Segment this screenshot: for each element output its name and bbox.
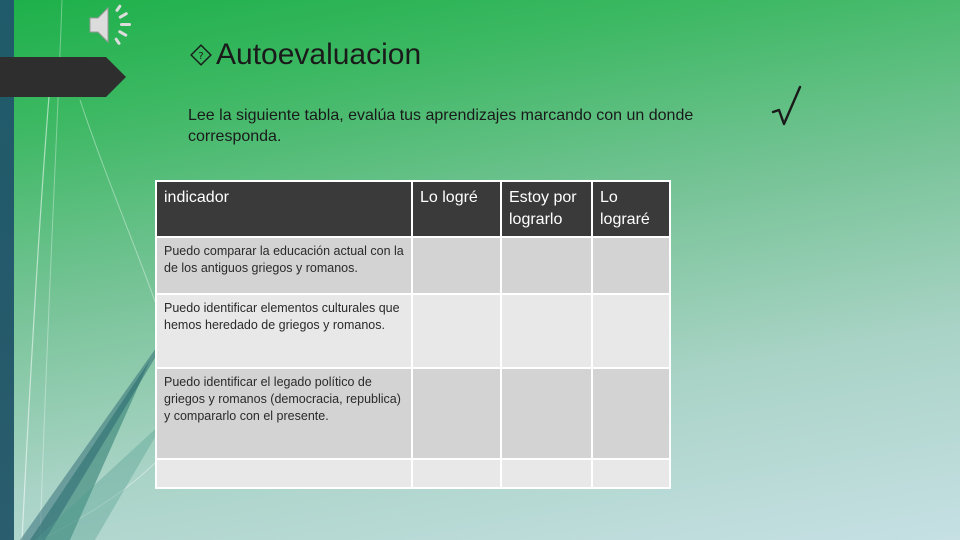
diamond-question-icon	[190, 44, 212, 66]
slide-title-text: Autoevaluacion	[216, 38, 422, 71]
cell-lo-lograre[interactable]	[592, 294, 670, 368]
cell-lo-lograre[interactable]	[592, 368, 670, 459]
speaker-icon[interactable]	[84, 2, 140, 48]
svg-text:?: ?	[198, 51, 204, 62]
header-lo-lograre: Lo lograré	[592, 181, 670, 237]
cell-lo-logre[interactable]	[412, 368, 501, 459]
cell-lo-logre[interactable]	[412, 294, 501, 368]
indicator-cell	[156, 459, 412, 488]
header-lo-logre: Lo logré	[412, 181, 501, 237]
title-tab-shape	[0, 57, 126, 97]
table-header-row	[156, 181, 670, 237]
table-row	[156, 368, 670, 459]
instructions-text: Lee la siguiente tabla, evalúa tus aprendizajes marcando con un donde corresponda.	[188, 107, 694, 145]
cell-lo-lograre[interactable]	[592, 237, 670, 294]
cell-lo-logre[interactable]	[412, 459, 501, 488]
self-evaluation-table	[155, 180, 671, 489]
indicator-cell: Puedo identificar el legado político de griegos y romanos (democracia, republica) y compararlo con el presente.	[156, 368, 412, 459]
check-mark-icon	[770, 84, 804, 132]
cell-estoy-por-lograrlo[interactable]	[501, 459, 592, 488]
cell-estoy-por-lograrlo[interactable]	[501, 368, 592, 459]
cell-lo-logre[interactable]	[412, 237, 501, 294]
cell-lo-lograre[interactable]	[592, 459, 670, 488]
indicator-cell: Puedo comparar la educación actual con la de los antiguos griegos y romanos.	[156, 237, 412, 294]
slide-title	[190, 38, 421, 72]
table-row	[156, 459, 670, 488]
table-row	[156, 294, 670, 368]
cell-estoy-por-lograrlo[interactable]	[501, 294, 592, 368]
header-estoy-por-lograrlo: Estoy por lograrlo	[501, 181, 592, 237]
header-indicador: indicador	[156, 181, 412, 237]
cell-estoy-por-lograrlo[interactable]	[501, 237, 592, 294]
table-row	[156, 237, 670, 294]
indicator-cell: Puedo identificar elementos culturales que hemos heredado de griegos y romanos.	[156, 294, 412, 368]
